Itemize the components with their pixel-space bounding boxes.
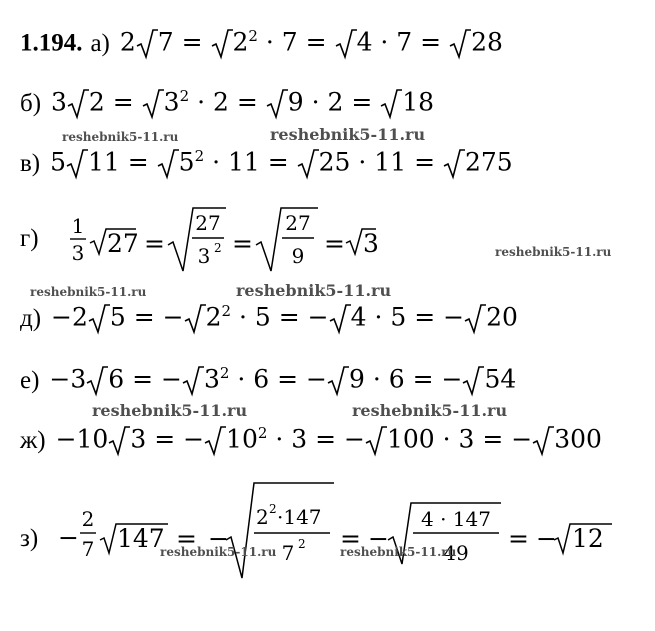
item-z: [18, 480, 638, 590]
radical-sign: [142, 88, 164, 120]
equals-sign: =: [132, 364, 154, 394]
equals-sign: =: [232, 229, 253, 258]
exponent: 2: [298, 537, 306, 551]
radicand: 5: [178, 147, 195, 177]
coefficient: 2: [119, 27, 136, 57]
radical-sign: [464, 303, 486, 335]
radicand: 11: [88, 147, 120, 177]
equals-sign: =: [181, 27, 203, 57]
radical-sign: [211, 28, 233, 60]
result: 28: [471, 27, 503, 57]
item-label: г): [20, 225, 39, 252]
item-label: е): [20, 366, 40, 394]
exponent: 2: [257, 424, 268, 443]
radical-sign: [108, 425, 130, 457]
equals-sign: =: [236, 87, 258, 117]
radicand: 4 · 5: [350, 302, 407, 332]
radicand: 9 · 2: [287, 87, 344, 117]
radical-sign: [327, 365, 349, 397]
radicand: 147: [117, 524, 165, 553]
fraction-numerator: 1: [71, 214, 85, 238]
minus-sign: −: [58, 523, 79, 552]
radical-sign: [86, 365, 108, 397]
radical-sign: [532, 425, 554, 457]
result: 54: [484, 364, 517, 394]
equals-sign: =: [267, 147, 289, 177]
minus-sign: −: [368, 524, 389, 553]
radical-sign: [365, 425, 387, 457]
fraction-numerator: 27: [285, 211, 311, 235]
item-label: з): [20, 525, 39, 552]
radical-sign: [443, 148, 465, 180]
radicand: 10: [226, 424, 258, 454]
fraction-denominator: 3: [71, 241, 85, 265]
minus-sign: −: [183, 424, 205, 454]
equals-sign: =: [133, 302, 155, 332]
fraction-numerator: 2: [256, 505, 269, 529]
watermark: reshebnik5-11.ru: [270, 125, 426, 144]
watermark: reshebnik5-11.ru: [352, 401, 508, 420]
result: 3: [363, 229, 379, 258]
radicand: 5: [109, 302, 126, 332]
equals-sign: =: [508, 524, 529, 553]
equals-sign: =: [414, 302, 436, 332]
radicand: 3: [203, 364, 220, 394]
radical-sign: [157, 148, 179, 180]
equals-sign: =: [315, 424, 337, 454]
minus-sign: −: [307, 302, 329, 332]
radical-sign: [136, 28, 158, 60]
radicand: 4 · 7: [356, 27, 413, 57]
result: 12: [572, 524, 604, 553]
item-v: в) 5 $11 = 5^2 \cdot 11 = 25 \cdot 11 = 275$: [20, 148, 513, 180]
radicand: 11: [227, 147, 260, 177]
result: 275: [464, 147, 513, 177]
equals-sign: =: [127, 147, 149, 177]
equals-sign: =: [277, 364, 299, 394]
radicand: 25 · 11: [318, 147, 407, 177]
equals-sign: =: [340, 524, 361, 553]
exponent: 2: [221, 302, 232, 321]
watermark: reshebnik5-11.ru: [30, 285, 147, 299]
result: 20: [486, 302, 518, 332]
fraction-numerator: 27: [195, 211, 221, 235]
coefficient: −10: [55, 424, 109, 454]
fraction-denominator: 7: [81, 537, 95, 561]
minus-sign: −: [441, 364, 463, 394]
watermark: reshebnik5-11.ru: [236, 281, 392, 300]
item-g: [18, 205, 418, 275]
item-label: б): [20, 89, 42, 117]
radical-sign: [449, 28, 471, 60]
exponent: 2: [219, 364, 230, 383]
minus-sign: −: [161, 364, 182, 394]
exponent: 2: [179, 87, 190, 106]
minus-sign: −: [511, 424, 533, 454]
minus-sign: −: [208, 524, 229, 553]
radicand: 2: [212, 87, 229, 117]
minus-sign: −: [162, 302, 184, 332]
item-e: е) −3 6 = − $3^2 \cdot 6$ = − 9 · 6 = − 54: [20, 365, 516, 397]
radical-sign: [329, 303, 351, 335]
radical-sign: [182, 365, 204, 397]
radicand: 2: [88, 87, 105, 117]
problem-number: 1.194.: [20, 29, 83, 57]
minus-sign: −: [536, 524, 557, 553]
watermark: reshebnik5-11.ru: [92, 401, 248, 420]
minus-sign: −: [306, 364, 327, 394]
radical-sign: [335, 28, 357, 60]
exponent: 2: [214, 241, 222, 255]
equals-sign: =: [176, 524, 197, 553]
watermark: reshebnik5-11.ru: [340, 545, 457, 559]
radical-sign: [67, 88, 89, 120]
radicand: 9 · 6: [348, 364, 405, 394]
fraction-denominator: 7: [281, 541, 295, 565]
equals-sign: =: [351, 87, 373, 117]
radicand: 7: [281, 27, 298, 57]
equals-sign: =: [324, 229, 345, 258]
exponent: 2: [248, 27, 258, 46]
equals-sign: =: [420, 27, 442, 57]
radicand: 5: [254, 302, 271, 332]
radicand: 2: [232, 27, 249, 57]
radical-sign: [297, 148, 319, 180]
equals-sign: =: [144, 229, 165, 258]
result: 18: [402, 87, 435, 117]
fraction-denominator: 9: [291, 244, 305, 268]
item-b: б) 3 $2 = 3^2 \cdot 2 = 9 \cdot 2 = 18$: [20, 88, 434, 120]
equals-sign: =: [414, 147, 436, 177]
radical-sign: [462, 365, 484, 397]
radicand: 6: [253, 364, 270, 394]
radicand: 6: [108, 364, 125, 394]
coefficient: 3: [51, 87, 67, 117]
equals-sign: =: [412, 364, 434, 394]
item-label: а): [90, 29, 110, 57]
radical-sign: [266, 88, 288, 120]
item-a: 1.194. а) 2 $7 = 2^2 \cdot 7 = 4 \cdot 7 = 28$: [20, 28, 503, 60]
fraction-numerator: 2: [81, 507, 95, 531]
exponent: 2: [194, 147, 205, 166]
equals-sign: =: [112, 87, 134, 117]
watermark: reshebnik5-11.ru: [160, 545, 277, 559]
item-zh: ж) −10 3 = − $10^2 \cdot 3$ = − 100 · 3 = − 300: [20, 425, 602, 457]
fraction-denominator: 3: [197, 244, 211, 268]
coefficient: 5: [50, 147, 66, 177]
equals-sign: =: [278, 302, 300, 332]
item-label: в): [20, 149, 41, 177]
item-label: д): [20, 304, 42, 332]
coefficient: −2: [51, 302, 88, 332]
radicand: 100 · 3: [386, 424, 475, 454]
radical-sign: [88, 303, 110, 335]
equals-sign: =: [305, 27, 327, 57]
item-d: д) −2 5 = − $2^2 \cdot 5$ = − 4 · 5 = − 20: [20, 303, 518, 335]
watermark: reshebnik5-11.ru: [495, 245, 612, 259]
equals-sign: =: [154, 424, 176, 454]
fraction-numerator: ·147: [277, 505, 322, 529]
radicand: 2: [205, 302, 222, 332]
minus-sign: −: [443, 302, 465, 332]
equals-sign: =: [482, 424, 504, 454]
radical-sign: [184, 303, 206, 335]
radicand: 3: [130, 424, 147, 454]
radicand: 3: [163, 87, 180, 117]
item-label: ж): [20, 426, 46, 454]
radical-sign: [66, 148, 88, 180]
minus-sign: −: [344, 424, 365, 454]
result: 300: [554, 424, 602, 454]
radical-sign: [380, 88, 402, 120]
fraction-numerator: 4 · 147: [421, 507, 491, 531]
radicand: 27: [107, 229, 139, 258]
radicand: 3: [291, 424, 308, 454]
radicand: 7: [157, 27, 174, 57]
watermark: reshebnik5-11.ru: [62, 130, 179, 144]
coefficient: −3: [49, 364, 87, 394]
fraction-denominator: 49: [443, 541, 469, 565]
radical-sign: [226, 483, 334, 578]
exponent: 2: [269, 502, 277, 516]
radical-sign: [204, 425, 226, 457]
